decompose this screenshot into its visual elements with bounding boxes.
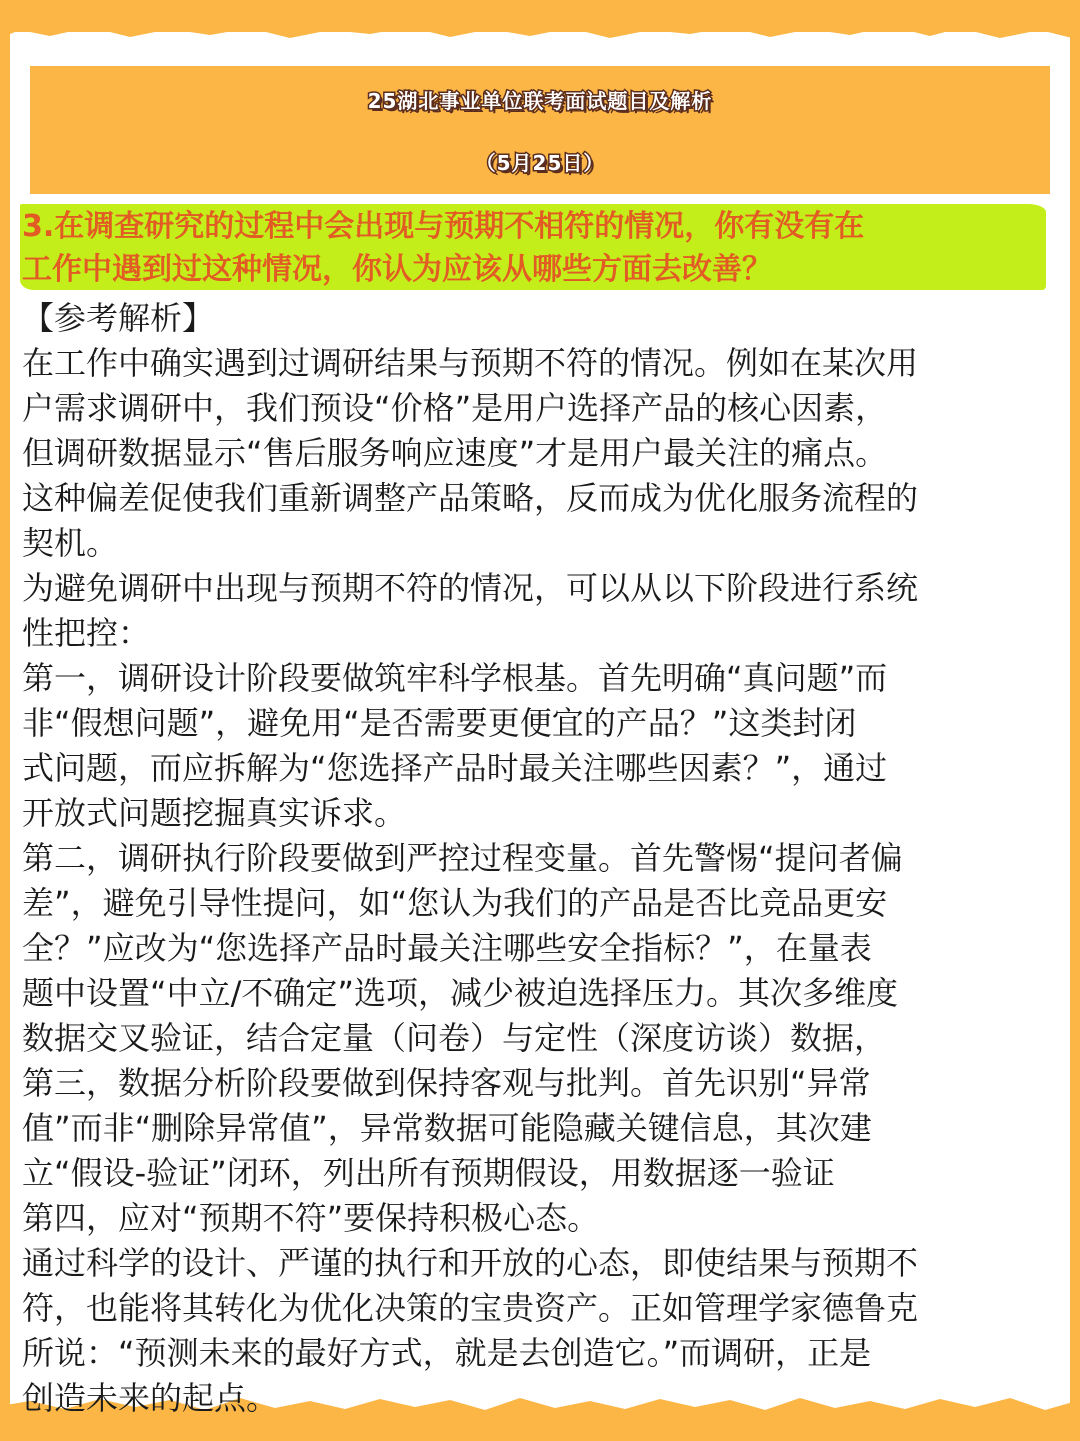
page-title: 25湖北事业单位联考面试题目及解析 [367,89,713,113]
answer-line: 数据交叉验证，结合定量（问卷）与定性（深度访谈）数据， [22,1019,887,1057]
answer-line: 题中设置“中立/不确定”选项，减少被迫选择压力。其次多维度 [22,974,898,1012]
torn-edge-top [0,18,1080,58]
answer-line: 差”，避免引导性提问，如“您认为我们的产品是否比竞品更安 [22,884,888,922]
answer-line: 第四，应对“预期不符”要保持积极心态。 [22,1199,600,1237]
answer-line: 值”而非“删除异常值”，异常数据可能隐藏关键信息，其次建 [22,1109,872,1147]
answer-line: 符，也能将其转化为优化决策的宝贵资产。正如管理学家德鲁克 [22,1289,919,1327]
answer-line: 开放式问题挖掘真实诉求。 [22,794,407,832]
question-text-line-2: 工作中遇到过这种情况，你认为应该从哪些方面去改善？ [22,252,772,287]
answer-line: 第三，数据分析阶段要做到保持客观与批判。首先识别“异常 [22,1064,871,1102]
answer-line: 所说：“预测未来的最好方式，就是去创造它。”而调研，正是 [22,1334,872,1372]
answer-line: 这种偏差促使我们重新调整产品策略，反而成为优化服务流程的 [22,479,919,517]
answer-line: 为避免调研中出现与预期不符的情况，可以从以下阶段进行系统 [22,569,919,607]
answer-line: 式问题，而应拆解为“您选择产品时最关注哪些因素？”，通过 [22,749,888,787]
answer-line: 性把控： [22,614,151,652]
answer-line: 但调研数据显示“售后服务响应速度”才是用户最关注的痛点。 [22,434,888,472]
answer-line: 户需求调研中，我们预设“价格”是用户选择产品的核心因素， [22,389,888,427]
answer-line: 创造未来的起点。 [22,1379,279,1417]
answer-line: 全？”应改为“您选择产品时最关注哪些安全指标？”，在量表 [22,929,872,967]
answer-line: 立“假设-验证”闭环，列出所有预期假设，用数据逐一验证 [22,1154,835,1192]
answer-line: 在工作中确实遇到过调研结果与预期不符的情况。例如在某次用 [22,344,919,382]
answer-line: 第二，调研执行阶段要做到严控过程变量。首先警惕“提问者偏 [22,839,903,877]
answer-heading: 【参考解析】 [22,299,215,337]
answer-line: 契机。 [22,524,119,562]
answer-line: 通过科学的设计、严谨的执行和开放的心态，即使结果与预期不 [22,1244,919,1282]
answer-line: 第一，调研设计阶段要做筑牢科学根基。首先明确“真问题”而 [22,659,888,697]
page-title-date: （5月25日） [475,151,605,175]
answer-body [22,296,1032,1421]
question-text-line-1: 3.在调查研究的过程中会出现与预期不相符的情况，你有没有在 [22,209,865,244]
answer-line: 非“假想问题”，避免用“是否需要更便宜的产品？”这类封闭 [22,704,857,742]
